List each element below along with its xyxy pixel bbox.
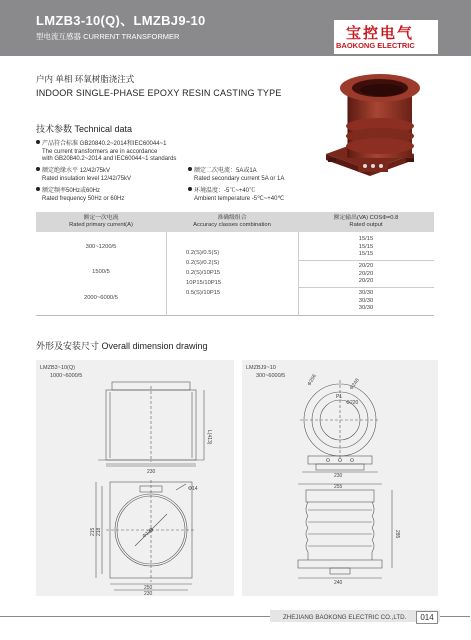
dim-label: 240 bbox=[334, 580, 343, 586]
dim-label: 250 bbox=[144, 585, 153, 591]
company-logo bbox=[334, 20, 438, 54]
table-cell: 300~1200/5 bbox=[85, 244, 117, 250]
left-model-label: LMZB3~10(Q) 1000~6000/5 bbox=[40, 365, 83, 379]
left-side-view-drawing bbox=[36, 360, 234, 596]
header-primary-current: 额定一次电流 Rated primary current(A) bbox=[69, 215, 133, 228]
dim-label: Φ220 bbox=[346, 400, 359, 406]
table-cell: 0.2(S)/0.5(S) bbox=[186, 250, 220, 256]
logo-cn: 宝控电气 bbox=[346, 25, 415, 42]
drawing-title: 外形及安装尺寸 Overall dimension drawing bbox=[36, 341, 208, 351]
dim-label: 255 bbox=[334, 484, 343, 490]
table-cell: 1500/5 bbox=[92, 269, 110, 275]
dim-label: Φ256 bbox=[306, 373, 318, 387]
table-cell-group: 30/30 30/30 30/30 bbox=[358, 290, 374, 311]
page-header bbox=[0, 0, 471, 56]
table-cell: 10P15/10P15 bbox=[186, 280, 222, 286]
spec-standard: 产品符合标准 GB20840.2~2014和IEC60044~1 The current transformers are in accordance with GB20840.2~2014 and IEC60044~1 standards bbox=[36, 140, 176, 164]
dim-label: P1 bbox=[336, 394, 343, 400]
dim-label: L(413) bbox=[206, 430, 212, 445]
logo-en: BAOKONG ELECTRIC bbox=[336, 41, 415, 50]
spec-secondary: 额定二次电流：5A或1A Rated secondary current 5A or 1A bbox=[188, 167, 284, 183]
product-subtitle: 型电流互感器 CURRENT TRANSFORMER bbox=[36, 32, 180, 41]
page-number: 014 bbox=[416, 611, 438, 624]
tech-title: 技术参数 Technical data bbox=[36, 124, 133, 134]
table-cell-group: 15/15 15/15 15/15 bbox=[358, 236, 374, 257]
bullet-icon bbox=[36, 140, 40, 144]
table-cell: 2000~6000/5 bbox=[83, 295, 118, 301]
table-divider bbox=[166, 232, 167, 316]
dim-label: 285 bbox=[394, 530, 400, 539]
table-cell: 0.2(S)/10P15 bbox=[186, 270, 221, 276]
header-accuracy: 准确级组合 Accuracy classes combination bbox=[193, 215, 271, 228]
dim-label: 218 bbox=[96, 527, 102, 536]
table-cell: 0.2(S)/0.2(S) bbox=[186, 260, 220, 266]
right-views-drawing bbox=[242, 360, 438, 596]
dim-label: 230 bbox=[334, 473, 343, 479]
table-divider bbox=[298, 287, 434, 288]
dim-label: Φ248 bbox=[348, 377, 361, 392]
bullet-icon bbox=[188, 187, 192, 191]
spec-frequency: 额定频率50Hz或60Hz Rated frequency 50Hz or 60Hz bbox=[36, 187, 124, 203]
right-model-label: LMZBJ9~10 300~6000/5 bbox=[246, 365, 286, 379]
dim-label: 230 bbox=[147, 469, 156, 475]
footer-company: ZHEJIANG BAOKONG ELECTRIC CO.,LTD. bbox=[283, 614, 407, 621]
spec-temperature: 环境温度：-5℃~+40℃ Ambient temperature -5℃~+40℃ bbox=[188, 187, 284, 203]
table-header bbox=[36, 212, 434, 232]
dim-label: 230 bbox=[144, 591, 153, 596]
product-title: LMZB3-10(Q)、LMZBJ9-10 bbox=[36, 13, 206, 28]
header-output: 额定输出(VA) COSΦ=0.8 Rated output bbox=[333, 215, 399, 228]
dim-label: Φ128 bbox=[141, 527, 155, 540]
dim-label: 215 bbox=[90, 527, 96, 536]
bullet-icon bbox=[36, 167, 40, 171]
type-cn: 户内 单相 环氧树脂浇注式 bbox=[36, 74, 135, 84]
specs-table bbox=[36, 212, 434, 316]
bullet-icon bbox=[36, 187, 40, 191]
table-cell: 0.5(S)/10P15 bbox=[186, 290, 221, 296]
bullet-icon bbox=[188, 167, 192, 171]
product-photo bbox=[318, 66, 450, 194]
spec-insulation: 额定绝缘水平 12/42/75kV Rated insulation level 12/42/75kV bbox=[36, 167, 131, 183]
type-en: INDOOR SINGLE-PHASE EPOXY RESIN CASTING TYPE bbox=[36, 88, 282, 98]
table-cell-group: 20/20 20/20 20/20 bbox=[358, 263, 374, 284]
table-divider bbox=[298, 260, 434, 261]
dim-label: Φ14 bbox=[188, 486, 198, 492]
